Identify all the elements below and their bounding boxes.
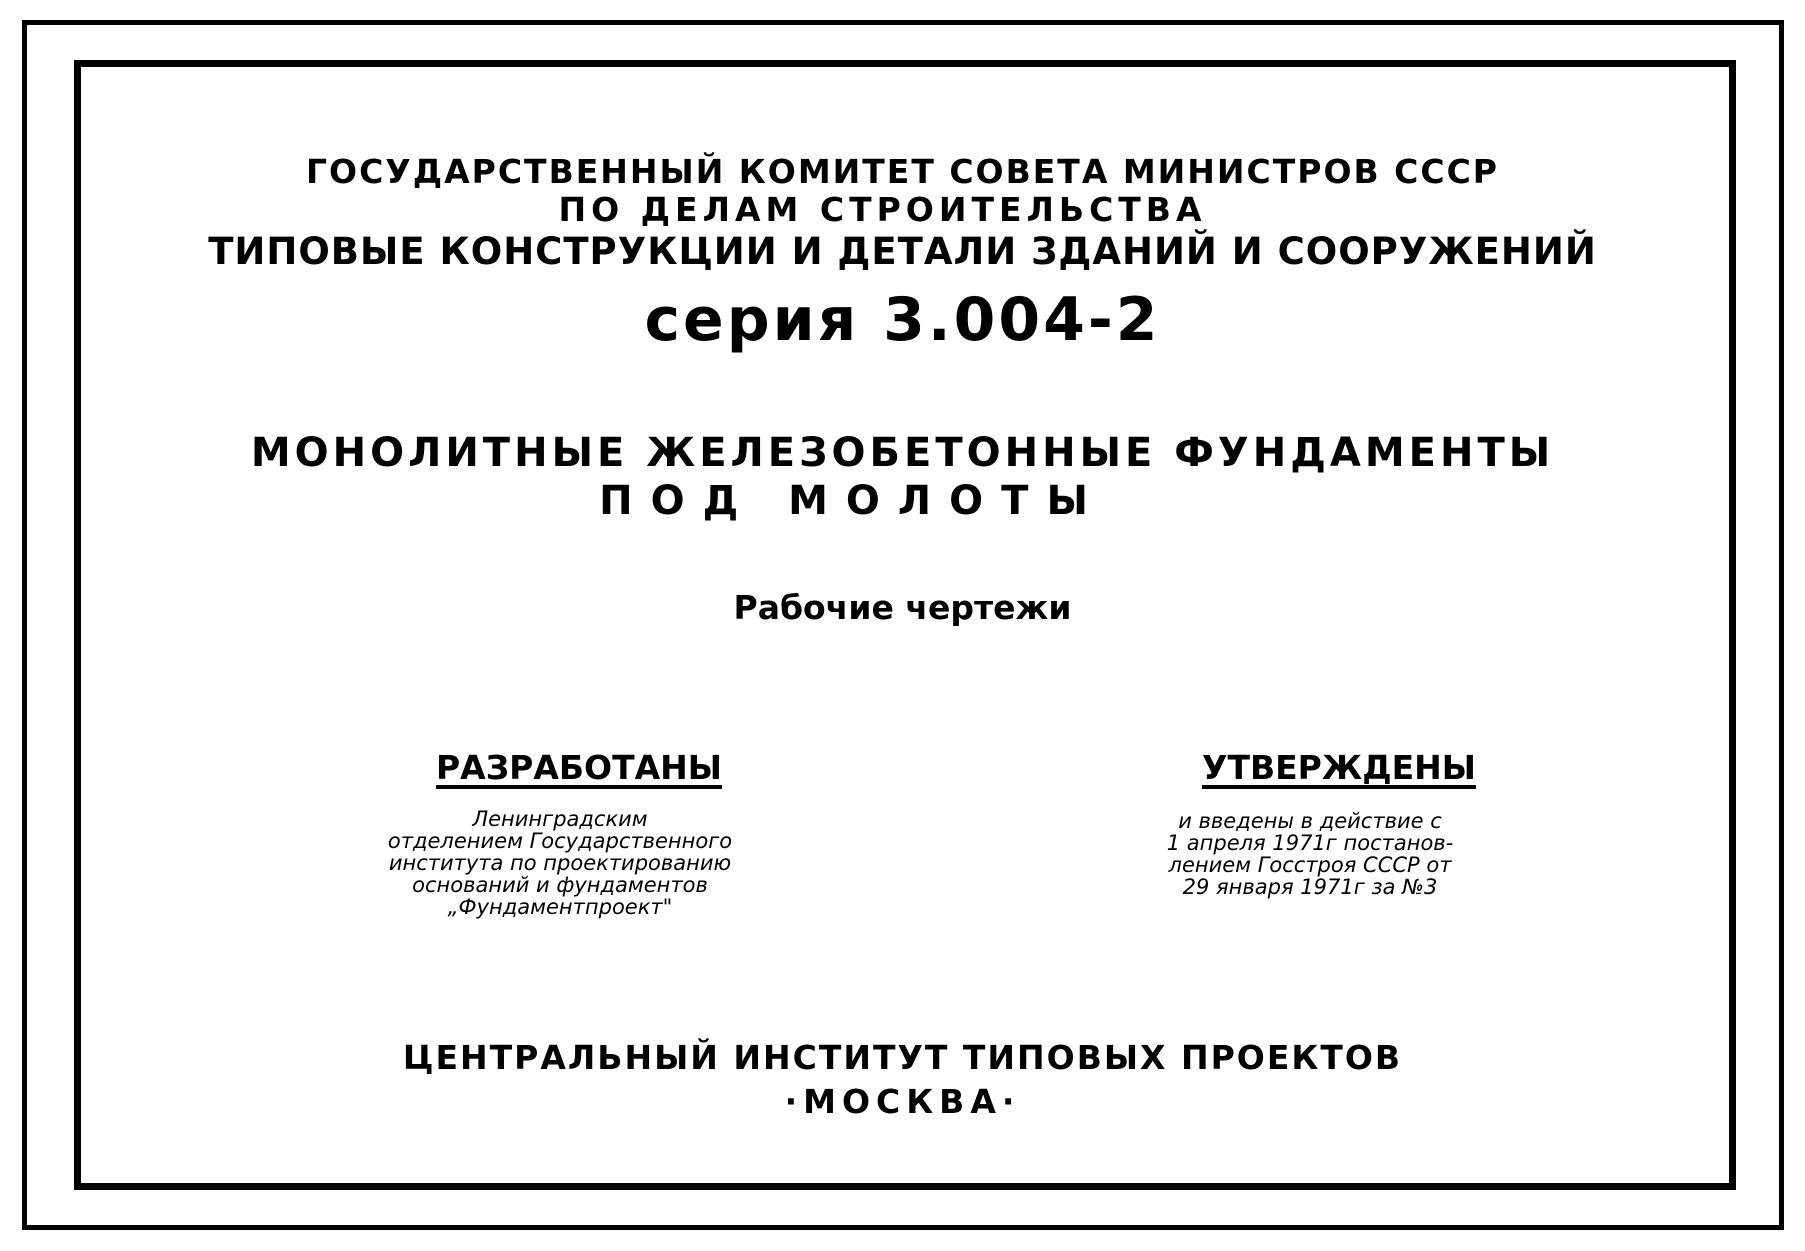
header-committee: ГОСУДАРСТВЕННЫЙ КОМИТЕТ СОВЕТА МИНИСТРОВ СССР [305, 152, 1499, 191]
footer-city: ·МОСКВА· [784, 1082, 1021, 1121]
series-number: серия 3.004-2 [644, 285, 1161, 355]
developed-line: отделением Государственного [387, 829, 733, 853]
developed-line: Ленинградским [472, 807, 648, 831]
developed-line: института по проектированию [388, 851, 732, 875]
footer-institute: ЦЕНТРАЛЬНЫЙ ИНСТИТУТ ТИПОВЫХ ПРОЕКТОВ [402, 1038, 1403, 1077]
header-standard-structures: ТИПОВЫЕ КОНСТРУКЦИИ И ДЕТАЛИ ЗДАНИЙ И СООРУЖЕНИЙ [208, 230, 1597, 273]
document-title-line1: МОНОЛИТНЫЕ ЖЕЛЕЗОБЕТОННЫЕ ФУНДАМЕНТЫ [250, 430, 1555, 476]
document-subtitle: Рабочие чертежи [733, 588, 1072, 627]
approved-block [1130, 810, 1490, 898]
approved-line: лением Госстроя СССР от [1168, 853, 1452, 877]
developed-heading: РАЗРАБОТАНЫ [436, 748, 722, 787]
approved-line: 1 апреля 1971г постанов- [1166, 831, 1454, 855]
developed-line: „Фундаментпроект" [447, 895, 673, 919]
developed-line: оснований и фундаментов [412, 873, 708, 897]
developed-by-block [360, 808, 760, 918]
document-title-line2: ПОД МОЛОТЫ [599, 478, 1106, 524]
approved-line: и введены в действие с [1178, 809, 1442, 833]
approved-heading: УТВЕРЖДЕНЫ [1202, 748, 1476, 787]
approved-line: 29 января 1971г за №3 [1182, 875, 1438, 899]
header-construction-affairs: ПО ДЕЛАМ СТРОИТЕЛЬСТВА [558, 190, 1207, 229]
